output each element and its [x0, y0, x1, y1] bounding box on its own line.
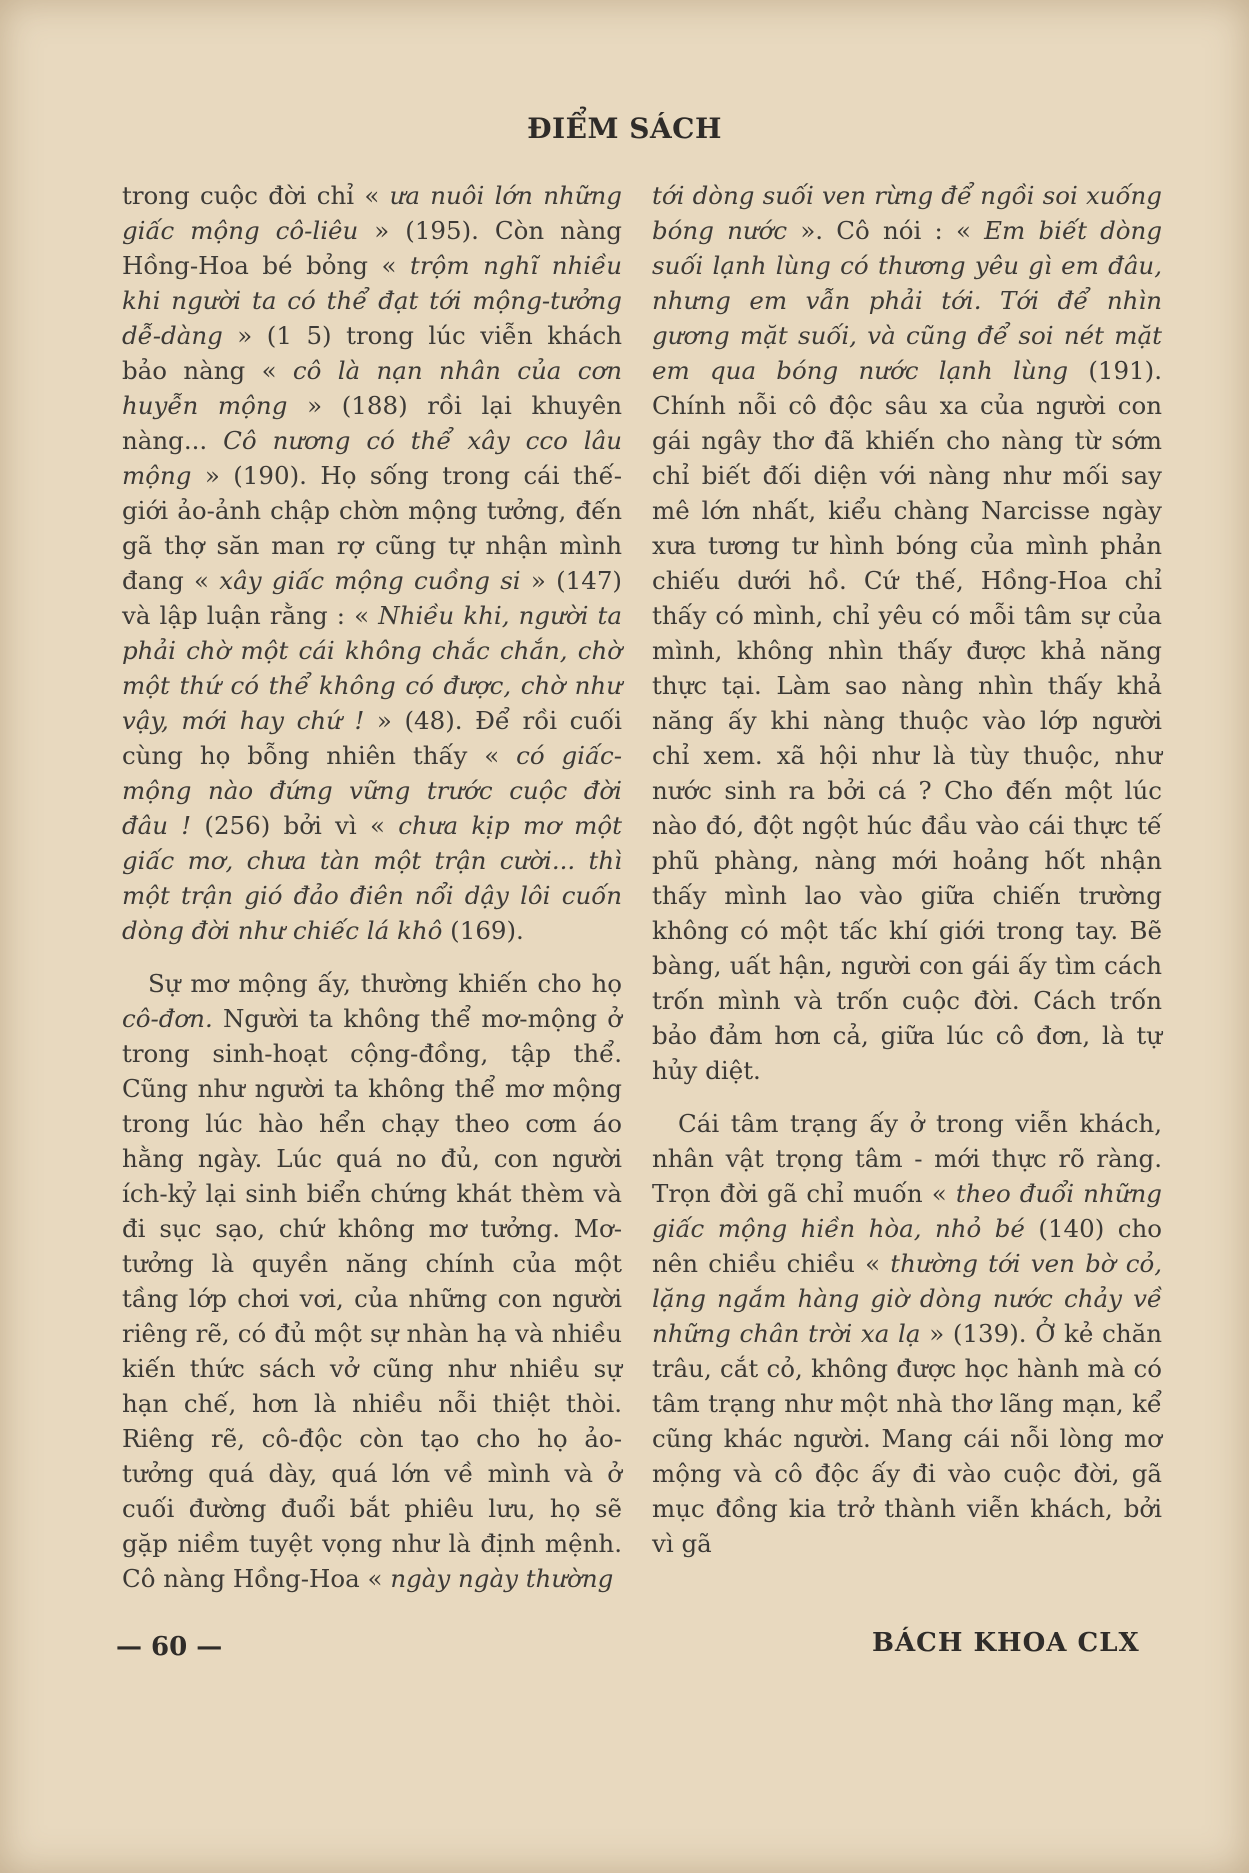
text-fragment: ». Cô nói : « — [787, 216, 985, 245]
left-paragraph-1 — [122, 178, 622, 948]
italic-text-fragment: tới dòng suối ven rừng để ngồi soi xuống bóng nước — [652, 181, 1162, 245]
journal-title: BÁCH KHOA CLX — [872, 1628, 1140, 1658]
text-fragment: (191). Chính nỗi cô độc sâu xa của người con gái ngây thơ đã khiến cho nàng từ sớm chỉ biết đối diện với nàng như mối say mê lớn nhất, kiểu chàng Narcisse ngày xưa tương tư hình bóng của mình phản chiếu dưới hồ. Cứ thế, Hồng-Hoa chỉ thấy có mình, chỉ yêu có mỗi tâm sự của mình, không nhìn thấy được khả năng thực tại. Làm sao nàng nhìn thấy khả năng ấy khi nàng thuộc vào lớp người chỉ xem. xã hội như là tùy thuộc, như nước sinh ra bởi cá ? Cho đến một lúc nào đó, đột ngột húc đầu vào cái thực tế phũ phàng, nàng mới hoảng hốt nhận thấy mình lao vào giữa chiến trường không có một tấc khí giới trong tay. Bẽ bàng, uất hận, người con gái ấy tìm cách trốn mình và trốn cuộc đời. Cách trốn bảo đảm hơn cả, giữa lúc cô đơn, là tự hủy diệt. — [652, 356, 1162, 1085]
italic-text-fragment: thường tới ven bờ cỏ, lặng ngắm hàng giờ dòng nước chảy về những chân trời xa lạ — [652, 1249, 1162, 1348]
page-number: — 60 — — [116, 1632, 223, 1662]
text-fragment: » (190). Họ sống trong cái thế-giới ảo-ảnh chập chờn mộng tưởng, đến gã thợ săn man rợ cũng tự nhận mình đang « — [122, 461, 622, 595]
italic-text-fragment: cô-đơn. — [122, 1004, 213, 1033]
text-fragment: (256) bởi vì « — [191, 811, 399, 840]
text-fragment: (140) cho nên chiều chiều « — [652, 1214, 1162, 1278]
left-column — [122, 178, 622, 1614]
running-head: ĐIỂM SÁCH — [527, 112, 722, 145]
text-fragment: » (139). Ở kẻ chăn trâu, cắt cỏ, không được học hành mà có tâm trạng như một nhà thơ lãng mạn, kể cũng khác người. Mang cái nỗi lòng mơ mộng và cô độc ấy đi vào cuộc đời, gã mục đồng kia trở thành viễn khách, bởi vì gã — [652, 1319, 1162, 1558]
italic-text-fragment: trộm nghĩ nhiều khi người ta có thể đạt tới mộng-tưởng dễ-dàng — [122, 251, 622, 350]
text-fragment: » (195). Còn nàng Hồng-Hoa bé bỏng « — [122, 216, 622, 280]
text-fragment: trong cuộc đời chỉ « — [122, 181, 390, 210]
text-fragment: » (1 5) trong lúc viễn khách bảo nàng « — [122, 321, 622, 385]
italic-text-fragment: cô là nạn nhân của cơn huyễn mộng — [122, 356, 622, 420]
right-paragraph-1 — [652, 178, 1162, 1088]
italic-text-fragment: Nhiều khi, người ta phải chờ một cái không chắc chắn, chờ một thứ có thể không có được, chờ như vậy, mới hay chứ ! — [122, 601, 623, 735]
text-fragment: » (188) rồi lại khuyên nàng... — [122, 391, 623, 455]
italic-text-fragment: ngày ngày thường — [390, 1564, 614, 1593]
left-paragraph-2 — [122, 966, 622, 1596]
text-fragment: Người ta không thể mơ-mộng ở trong sinh-hoạt cộng-đồng, tập thể. Cũng như người ta không thể mơ mộng trong lúc hào hển chạy theo cơm áo hằng ngày. Lúc quá no đủ, con người ích-kỷ lại sinh biển chứng khát thèm và đi sục sạo, chứ không mơ tưởng. Mơ-tưởng là quyền năng chính của một tầng lớp chơi vơi, của những con người riêng rẽ, có đủ một sự nhàn hạ và nhiều kiến thức sách vở cũng như nhiều sự hạn chế, hơn là nhiều nỗi thiệt thòi. Riêng rẽ, cô-độc còn tạo cho họ ảo-tưởng quá dày, quá lớn về mình và ở cuối đường đuổi bắt phiêu lưu, họ sẽ gặp niềm tuyệt vọng như là định mệnh. Cô nàng Hồng-Hoa « — [122, 1004, 622, 1593]
right-paragraph-2 — [652, 1106, 1162, 1561]
italic-text-fragment: chưa kịp mơ một giấc mơ, chưa tàn một trận cười... thì một trận gió đảo điên nổi dậy lôi cuốn dòng đời như chiếc lá khô — [122, 811, 622, 945]
italic-text-fragment: xây giấc mộng cuồng si — [219, 566, 521, 595]
text-fragment: » (48). Để rồi cuối cùng họ bỗng nhiên thấy « — [122, 706, 622, 770]
italic-text-fragment: ưa nuôi lớn những giấc mộng cô-liêu — [122, 181, 622, 245]
italic-text-fragment: Em biết dòng suối lạnh lùng có thương yêu gì em đâu, nhưng em vẫn phải tới. Tới để nhìn gương mặt suối, và cũng để soi nét mặt em qua bóng nước lạnh lùng — [652, 216, 1163, 385]
italic-text-fragment: có giấc-mộng nào đứng vững trước cuộc đời đâu ! — [122, 741, 623, 840]
italic-text-fragment: theo đuổi những giấc mộng hiền hòa, nhỏ bé — [652, 1179, 1162, 1243]
italic-text-fragment: Cô nương có thể xây cco lâu mộng — [122, 426, 623, 490]
right-column — [652, 178, 1162, 1579]
text-fragment: » (147) và lập luận rằng : « — [122, 566, 622, 630]
text-fragment: (169). — [442, 916, 524, 945]
text-fragment: Sự mơ mộng ấy, thường khiến cho họ — [148, 969, 622, 998]
text-fragment: Cái tâm trạng ấy ở trong viễn khách, nhân vật trọng tâm - mới thực rõ ràng. Trọn đời gã chỉ muốn « — [652, 1109, 1162, 1208]
